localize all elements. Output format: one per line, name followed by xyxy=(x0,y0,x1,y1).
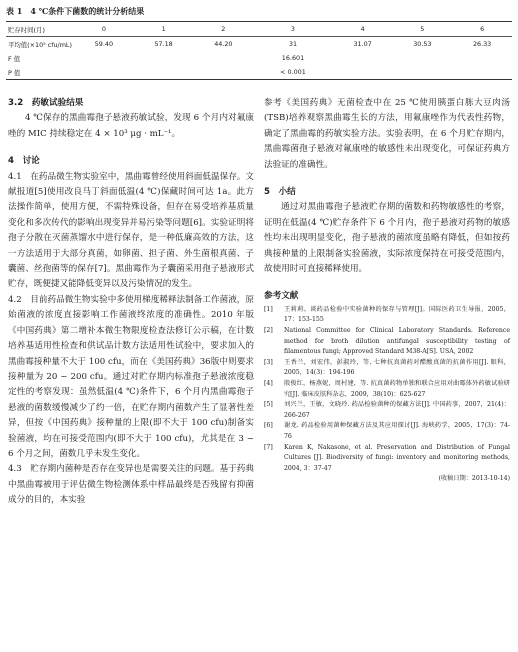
table-cell: 16.601 xyxy=(281,54,305,62)
section-3-2-paragraph: 4 ℃保存的黑曲霉孢子悬液药敏试验，发现 6 个月内对氟康唑的 MIC 持续稳定在 4 × 10³ μg · mL⁻¹。 xyxy=(8,113,254,139)
table-cell xyxy=(392,51,452,65)
table-cell xyxy=(134,65,194,80)
references-title: 参考文献 xyxy=(264,291,299,302)
reference-text: 王香兰，刘宏伟，彭淑玲，等. 七种抗真菌药对醋酸真菌的抗菌作用[J]. 眼科，2005，14(3)：194-196 xyxy=(284,358,510,377)
table-cell: 3 xyxy=(253,22,333,37)
table-cell: 44.20 xyxy=(214,40,233,48)
reference-item xyxy=(264,305,510,326)
table-row xyxy=(6,51,512,65)
table-cell: 59.40 xyxy=(94,40,114,48)
section-4-2-paragraph: 4.2 目前药品微生物实验中多使用梯度稀释法制备工作菌液，原始菌液的浓度直接影响工作菌液终浓度的准确性。2010 年版《中国药典》第二增补本微生物限度检查法修订公示稿，在计数培养基适用性检查和供试品计数方法适用性试验中，要求加入的黑曲霉接种量不大于 100 cfu，而在《美国药典》36版中则要求接种量为 20 ~ 200 cfu。通过对贮存期内标准孢子悬液浓度稳定性的考察发现：虽然低温(4 ℃)条件下，6 个月内黑曲霉孢子悬液的菌数缓慢减少了约一倍，在贮存期内菌数产生了显著性差异，但按《中国药典》接种量的上限(即不大于 100 cfu)制备实验菌液，均在可接受范围内(即不大于 100 cfu)，尤其是在 3 ~ 6 个月之间，菌数几乎未发生变化。 xyxy=(8,294,254,459)
reference-item xyxy=(264,379,510,400)
table-cell: 6 xyxy=(452,22,512,37)
table-header-row xyxy=(6,22,512,37)
reference-number: [1] xyxy=(264,305,273,313)
table-cell: 26.33 xyxy=(472,40,492,48)
reference-item xyxy=(264,421,510,442)
section-5-paragraph: 通过对黑曲霉孢子悬液贮存期的菌数和药物敏感性的考察，证明在低温(4 ℃)贮存条件下 6 个月内，孢子悬液对药物的敏感性均未出现明显变化，孢子悬液的菌浓度虽略有降低，但如按药典接种量的上限制备实验菌液，实际浓度保持在可接受范围内，故使用时可直接稀释使用。 xyxy=(264,202,510,275)
row-label-cell: F 值 xyxy=(8,54,21,63)
table-cell xyxy=(74,65,134,80)
section-4-3-paragraph: 4.3 贮存期内菌种是否存在变异也是需要关注的问题。基于药典中黑曲霉被用于评估微生物检测体系中样品最终是否残留有抑菌成分的目的，本实验 xyxy=(8,464,254,506)
section-4-title: 4 讨论 xyxy=(8,156,40,167)
table-cell xyxy=(333,51,393,65)
table-cell xyxy=(333,65,393,80)
table-cell: 0 xyxy=(74,22,134,37)
reference-number: [6] xyxy=(264,422,273,430)
continued-paragraph: 参考《美国药典》无菌检查中在 25 ℃使用胰蛋白胨大豆肉汤(TSB)培养观察黑曲霉生长的方法，用氟康唑作为代表性药物，确定了黑曲霉的药敏实验方法。实验表明，在 6 个月贮存期内，黑曲霉菌孢子悬液对氟康唑的敏感性未出现变化，可保证药典方法验证的准确性。 xyxy=(264,98,510,170)
table-row xyxy=(6,37,512,52)
table-cell xyxy=(452,51,512,65)
reference-number: [2] xyxy=(264,327,273,335)
reference-text: 谢龙. 药品检验用菌种保藏方法及其应用探讨[J]. 海峡药学，2005，17(3)：74-76 xyxy=(284,422,510,440)
reference-text: National Committee for Clinical Laboratory Standards. Reference method for broth dilution antifungal susceptibility testing of filamentous fungi; Approved Standard M38-A[S]. USA, 2002 xyxy=(284,327,510,356)
reference-text: Karen K, Nakasone, et al. Preservation and Distribution of Fungal Cultures [J]. Biodiversity of fungi: inventory and monitoring methods, 2004, 3：37-47 xyxy=(284,443,510,472)
reference-text: 殷俊红，杨燕妮，周村建，等. 抗真菌药物单独和联合应用对曲霉体外药敏试验研究[J]. 临床皮肤科杂志，2009，38(10)：625-627 xyxy=(284,380,510,398)
table-cell: 4 xyxy=(333,22,393,37)
table-cell xyxy=(193,51,253,65)
reference-list xyxy=(264,305,510,475)
table-caption: 表 1 4 ℃条件下菌数的统计分析结果 xyxy=(6,6,145,16)
table-cell: 30.53 xyxy=(413,40,432,48)
row-label-cell: P 值 xyxy=(6,65,74,80)
table-cell: 57.18 xyxy=(154,40,173,48)
row-label-cell: 平均值(×10⁵ cfu/mL) xyxy=(8,40,72,49)
table-cell xyxy=(134,51,194,65)
reference-item xyxy=(264,326,510,358)
section-3-2-title: 3.2 药敏试验结果 xyxy=(8,98,84,108)
table-cell: 31.07 xyxy=(353,40,372,48)
left-column xyxy=(8,96,254,509)
row-label-cell: 贮存时间(月) xyxy=(6,22,74,37)
table-row xyxy=(6,65,512,80)
reference-number: [3] xyxy=(264,358,273,366)
section-4-1-paragraph: 4.1 在药品微生物实验室中，黑曲霉曾经使用斜面低温保存。文献报道[5]使用改良马丁斜面低温(4 ℃)保藏时间可达 1a。此方法操作简单，使用方便，不需特殊设备，但存在易受培养基质量变化和多次传代的影响出现变异并易污染等问题[6]。实验证明将孢子分散在灭菌蒸馏水中进行保存，是一种低廉高效的方法，这一方法适用于大部分真菌，如卵菌、担子菌、外生菌根真菌、子囊菌、丝孢菌等的保存[7]。黑曲霉作为子囊菌采用孢子悬液形式贮存，既便捷又能降低变异以及污染情况的发生。 xyxy=(8,171,254,290)
reference-item xyxy=(264,358,510,379)
table-cell xyxy=(452,65,512,80)
table-cell: 1 xyxy=(134,22,194,37)
reference-text: 刘兴兰，王敏，文晓玲. 药品检验菌种的保藏方法[J]. 中国药事，2007，21(4)：266-267 xyxy=(284,401,510,419)
reference-item xyxy=(264,443,510,475)
table-cell: 5 xyxy=(392,22,452,37)
reference-text: 王莉莉。谈药品检验中实验菌种的保存与管理[J]。国际医药卫生导报，2005，17：153-155 xyxy=(284,305,510,324)
table-cell: < 0.001 xyxy=(253,65,333,80)
table-cell xyxy=(392,65,452,80)
table-cell: 2 xyxy=(193,22,253,37)
stats-table xyxy=(6,21,512,80)
reference-number: [7] xyxy=(264,443,273,451)
section-5-title: 5 小结 xyxy=(264,187,296,198)
right-column xyxy=(264,96,510,485)
received-date: (收稿日期：2013-10-14) xyxy=(438,475,510,483)
reference-number: [5] xyxy=(264,401,273,409)
table-cell xyxy=(193,65,253,80)
table-cell: 31 xyxy=(288,40,298,48)
reference-number: [4] xyxy=(264,380,273,388)
table-cell xyxy=(74,51,134,65)
reference-item xyxy=(264,400,510,421)
